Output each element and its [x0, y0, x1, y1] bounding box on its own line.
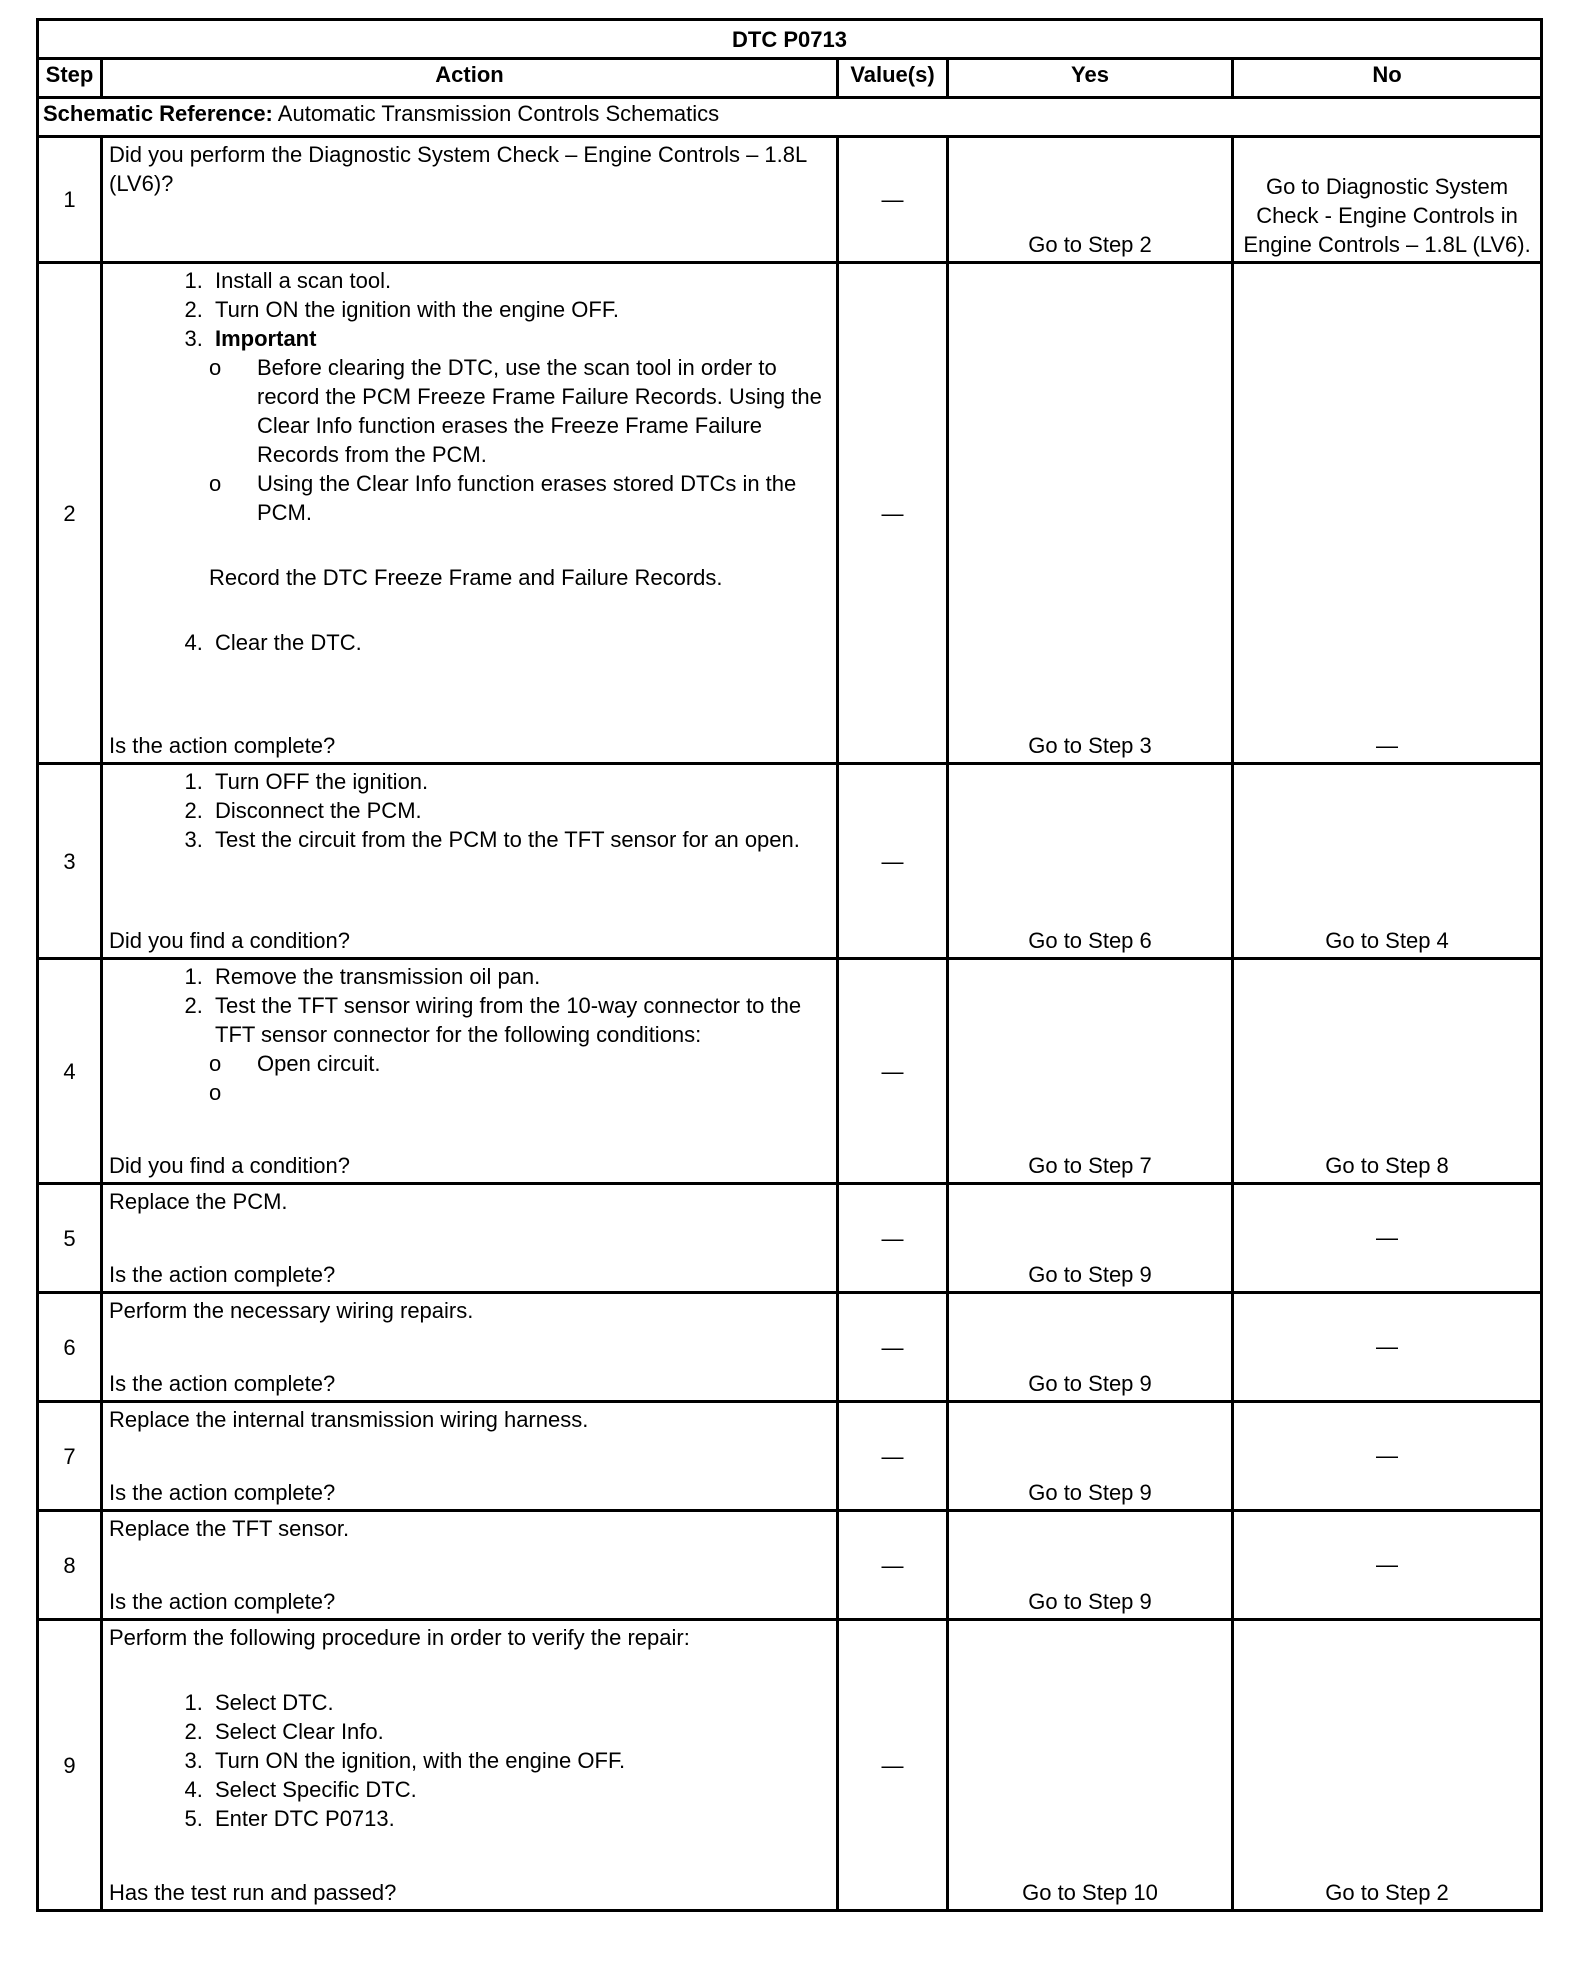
header-yes: Yes	[948, 59, 1233, 98]
header-no: No	[1233, 59, 1542, 98]
yes-cell: Go to Step 6	[948, 764, 1233, 959]
action-cell	[102, 764, 838, 959]
list-item: 3. Test the circuit from the PCM to the TFT sensor for an open.	[209, 825, 832, 854]
step-number: 5	[38, 1184, 102, 1293]
yes-cell: Go to Step 10	[948, 1620, 1233, 1911]
record-instruction: Record the DTC Freeze Frame and Failure Records.	[209, 565, 723, 590]
value-cell: —	[838, 137, 948, 263]
action-list	[109, 628, 832, 657]
question-text: Has the test run and passed?	[109, 1880, 397, 1905]
table-row-step-6	[38, 1293, 1542, 1402]
yes-cell: Go to Step 3	[948, 263, 1233, 764]
question-text: Is the action complete?	[109, 1371, 336, 1396]
no-cell: Go to Diagnostic System Check - Engine Controls in Engine Controls – 1.8L (LV6).	[1233, 137, 1542, 263]
step-number: 8	[38, 1511, 102, 1620]
no-cell: —	[1233, 263, 1542, 764]
action-cell	[102, 1402, 838, 1511]
table-row-step-9	[38, 1620, 1542, 1911]
value-cell: —	[838, 1184, 948, 1293]
no-cell: —	[1233, 1402, 1542, 1511]
list-item: 2. Disconnect the PCM.	[209, 796, 832, 825]
header-step: Step	[38, 59, 102, 98]
action-list	[109, 1688, 832, 1833]
list-item: 4. Select Specific DTC.	[209, 1775, 832, 1804]
question-text: Did you find a condition?	[109, 928, 350, 953]
question-text: Is the action complete?	[109, 1589, 336, 1614]
question-text: Is the action complete?	[109, 1480, 336, 1505]
action-list	[109, 962, 832, 1107]
table-row-step-4	[38, 959, 1542, 1184]
action-text: Replace the internal transmission wiring harness.	[109, 1407, 589, 1432]
list-item: 1. Remove the transmission oil pan.	[209, 962, 832, 991]
schematic-reference	[38, 98, 1542, 137]
table-row-step-3	[38, 764, 1542, 959]
value-cell: —	[838, 1402, 948, 1511]
no-cell: Go to Step 4	[1233, 764, 1542, 959]
no-cell: Go to Step 8	[1233, 959, 1542, 1184]
action-text: Replace the PCM.	[109, 1189, 288, 1214]
list-item: 4. Clear the DTC.	[209, 628, 832, 657]
yes-cell: Go to Step 2	[948, 137, 1233, 263]
step-number: 9	[38, 1620, 102, 1911]
list-item: 2. Turn ON the ignition with the engine OFF.	[209, 295, 832, 324]
list-item: 1. Install a scan tool.	[209, 266, 832, 295]
list-item: 5. Enter DTC P0713.	[209, 1804, 832, 1833]
no-cell: Go to Step 2	[1233, 1620, 1542, 1911]
action-text: Replace the TFT sensor.	[109, 1516, 350, 1541]
table-row-step-8	[38, 1511, 1542, 1620]
yes-cell: Go to Step 9	[948, 1293, 1233, 1402]
action-cell	[102, 959, 838, 1184]
action-text: Perform the following procedure in order to verify the repair:	[109, 1625, 690, 1650]
header-action: Action	[102, 59, 838, 98]
no-cell: —	[1233, 1511, 1542, 1620]
step-number: 3	[38, 764, 102, 959]
step-number: 6	[38, 1293, 102, 1402]
yes-cell: Go to Step 9	[948, 1402, 1233, 1511]
action-text: Perform the necessary wiring repairs.	[109, 1298, 474, 1323]
list-item-text: Test the TFT sensor wiring from the 10-way connector to the TFT sensor connector for the following conditions:	[215, 993, 802, 1047]
value-cell: —	[838, 1620, 948, 1911]
value-cell: —	[838, 1293, 948, 1402]
action-list	[109, 767, 832, 854]
value-cell: —	[838, 764, 948, 959]
question-text: Is the action complete?	[109, 733, 336, 758]
table-title: DTC P0713	[38, 20, 1542, 59]
no-cell: —	[1233, 1293, 1542, 1402]
value-cell: —	[838, 263, 948, 764]
schematic-label: Schematic Reference:	[43, 101, 273, 126]
no-cell: —	[1233, 1184, 1542, 1293]
question-text: Did you find a condition?	[109, 1153, 350, 1178]
value-cell: —	[838, 959, 948, 1184]
question-text: Is the action complete?	[109, 1262, 336, 1287]
table-row-step-2	[38, 263, 1542, 764]
step-number: 2	[38, 263, 102, 764]
sub-item: o Open circuit.	[209, 1049, 832, 1078]
table-row-step-5	[38, 1184, 1542, 1293]
table-row-step-7	[38, 1402, 1542, 1511]
action-cell: Did you perform the Diagnostic System Check – Engine Controls – 1.8L (LV6)?	[102, 137, 838, 263]
step-number: 7	[38, 1402, 102, 1511]
list-item	[209, 991, 832, 1107]
yes-cell: Go to Step 7	[948, 959, 1233, 1184]
sub-item: o Before clearing the DTC, use the scan tool in order to record the PCM Freeze Frame Failure Records. Using the Clear Info function erases the Freeze Frame Failure Records from the PCM.	[209, 353, 832, 469]
value-cell: —	[838, 1511, 948, 1620]
dtc-table	[36, 18, 1543, 1912]
list-item	[209, 324, 832, 527]
action-cell	[102, 263, 838, 764]
yes-cell: Go to Step 9	[948, 1511, 1233, 1620]
action-cell	[102, 1620, 838, 1911]
header-values: Value(s)	[838, 59, 948, 98]
action-cell	[102, 1184, 838, 1293]
important-label: Important	[215, 326, 317, 351]
action-cell	[102, 1293, 838, 1402]
list-item: 3. Turn ON the ignition, with the engine OFF.	[209, 1746, 832, 1775]
table-row-step-1	[38, 137, 1542, 263]
action-list	[109, 266, 832, 527]
schematic-text: Automatic Transmission Controls Schematics	[277, 101, 720, 126]
action-cell	[102, 1511, 838, 1620]
list-item: 1. Turn OFF the ignition.	[209, 767, 832, 796]
step-number: 4	[38, 959, 102, 1184]
sub-item: o Using the Clear Info function erases stored DTCs in the PCM.	[209, 469, 832, 527]
yes-cell: Go to Step 9	[948, 1184, 1233, 1293]
step-number: 1	[38, 137, 102, 263]
list-item: 2. Select Clear Info.	[209, 1717, 832, 1746]
list-item: 1. Select DTC.	[209, 1688, 832, 1717]
sub-item	[209, 1078, 832, 1107]
